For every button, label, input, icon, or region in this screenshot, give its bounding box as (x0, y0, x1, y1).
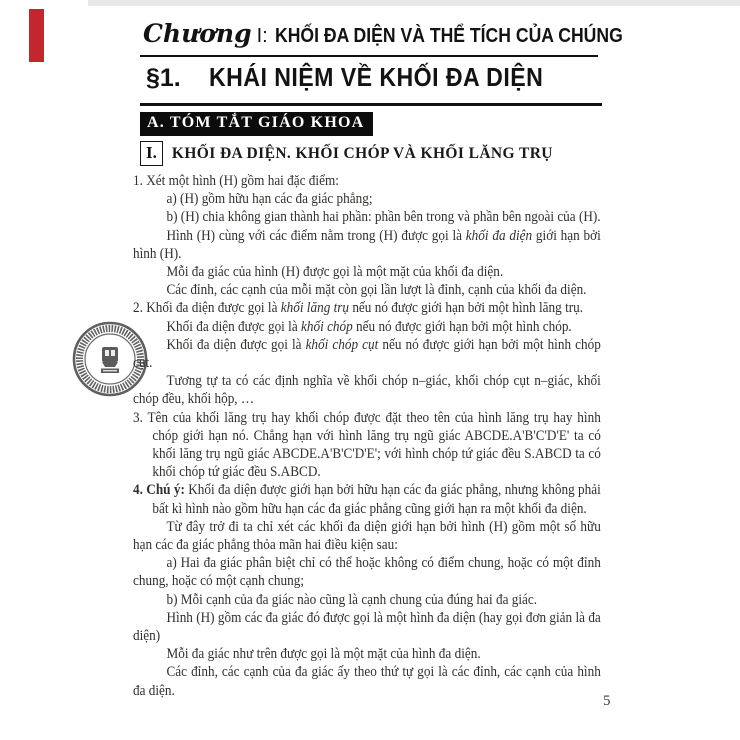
paragraph: 2. Khối đa diện được gọi là khối lăng trụ nếu nó được giới hạn bởi một hình lăng trụ. (133, 300, 584, 317)
part-numeral-box: I. (140, 141, 163, 166)
part-title: KHỐI ĐA DIỆN. KHỐI CHÓP VÀ KHỐI LĂNG TRỤ (171, 144, 553, 162)
chapter-number: I: (256, 25, 268, 47)
paragraph: Khối đa diện được gọi là khối chóp cụt nếu nó được giới hạn bởi một hình chóp cụt. (133, 336, 601, 372)
paragraph: b) (H) chia không gian thành hai phần: phần bên trong và phần bên ngoài của (H). (166, 209, 601, 226)
paragraph: Mỗi đa giác như trên được gọi là một mặt của hình đa diện. (166, 646, 481, 663)
paragraph: Khối đa diện được gọi là khối chóp nếu nó được giới hạn bởi một hình chóp. (166, 318, 572, 335)
chapter-title: KHỐI ĐA DIỆN VÀ THỂ TÍCH CỦA CHÚNG (274, 25, 623, 47)
paragraph: a) (H) gồm hữu hạn các đa giác phẳng; (166, 191, 373, 208)
paragraph: Từ đây trở đi ta chỉ xét các khối đa diện giới hạn bởi hình (H) gồm một số hữu hạn các đa giác phẳng thỏa mãn hai điều kiện sau: (133, 518, 601, 554)
paragraph: Hình (H) cùng với các điểm nằm trong (H) được gọi là khối đa diện giới hạn bởi hình (H). (133, 227, 601, 262)
paragraph: Mỗi đa giác của hình (H) được gọi là một mặt của khối đa diện. (166, 264, 504, 281)
part-heading (140, 141, 553, 166)
paragraph: Tương tự ta có các định nghĩa về khối chóp n–giác, khối chóp cụt n–giác, khối chóp đều, khối hộp, … (133, 373, 601, 408)
paragraph: 3. Tên của khối lăng trụ hay khối chóp được đặt theo tên của hình lăng trụ hay hình chóp giới hạn nó. Chẳng hạn với hình lăng trụ ngũ giác ABCDE.A'B'C'D'E' ta có khối lăng trụ ngũ giác ABCDE.A'B'C'D'E'; với hình chóp tứ giác đều S.ABCD ta có khối chóp tứ giác đều S.ABCD. (133, 409, 601, 481)
chapter-underline (140, 55, 598, 57)
paragraph: Hình (H) gồm các đa giác đó được gọi là một hình đa diện (hay gọi đơn giản là đa diện) (133, 609, 601, 645)
section-underline (140, 103, 602, 106)
red-bookmark-tab (29, 9, 44, 62)
section-number: §1. (146, 64, 181, 92)
paragraph: a) Hai đa giác phân biệt chỉ có thể hoặc không có điểm chung, hoặc có một đỉnh chung, hoặc có một cạnh chung; (133, 555, 601, 590)
summary-heading: A. TÓM TẮT GIÁO KHOA (140, 112, 373, 136)
chapter-word: Chương (143, 19, 252, 48)
body-text (133, 172, 601, 700)
section-title: KHÁI NIỆM VỀ KHỐI ĐA DIỆN (208, 62, 544, 92)
paragraph: Các đỉnh, các cạnh của mỗi mặt còn gọi lần lượt là đỉnh, cạnh của khối đa diện. (166, 282, 587, 299)
paragraph: b) Mỗi cạnh của đa giác nào cũng là cạnh chung của đúng hai đa giác. (166, 591, 538, 608)
scan-edge-shadow (88, 0, 740, 6)
paragraph: Các đỉnh, các cạnh của đa giác ấy theo thứ tự gọi là các đỉnh, các cạnh của hình đa diện. (133, 664, 601, 699)
page-number: 5 (603, 693, 611, 709)
section-heading (146, 62, 584, 93)
paragraph: 4. Chú ý: Khối đa diện được giới hạn bởi hữu hạn các đa giác phẳng, nhưng không phải bất kì hình nào gồm hữu hạn các đa giác phẳng cũng giới hạn ra một khối đa diện. (133, 482, 601, 517)
paragraph: 1. Xét một hình (H) gồm hai đặc điểm: (133, 173, 339, 189)
chapter-heading (143, 19, 670, 48)
